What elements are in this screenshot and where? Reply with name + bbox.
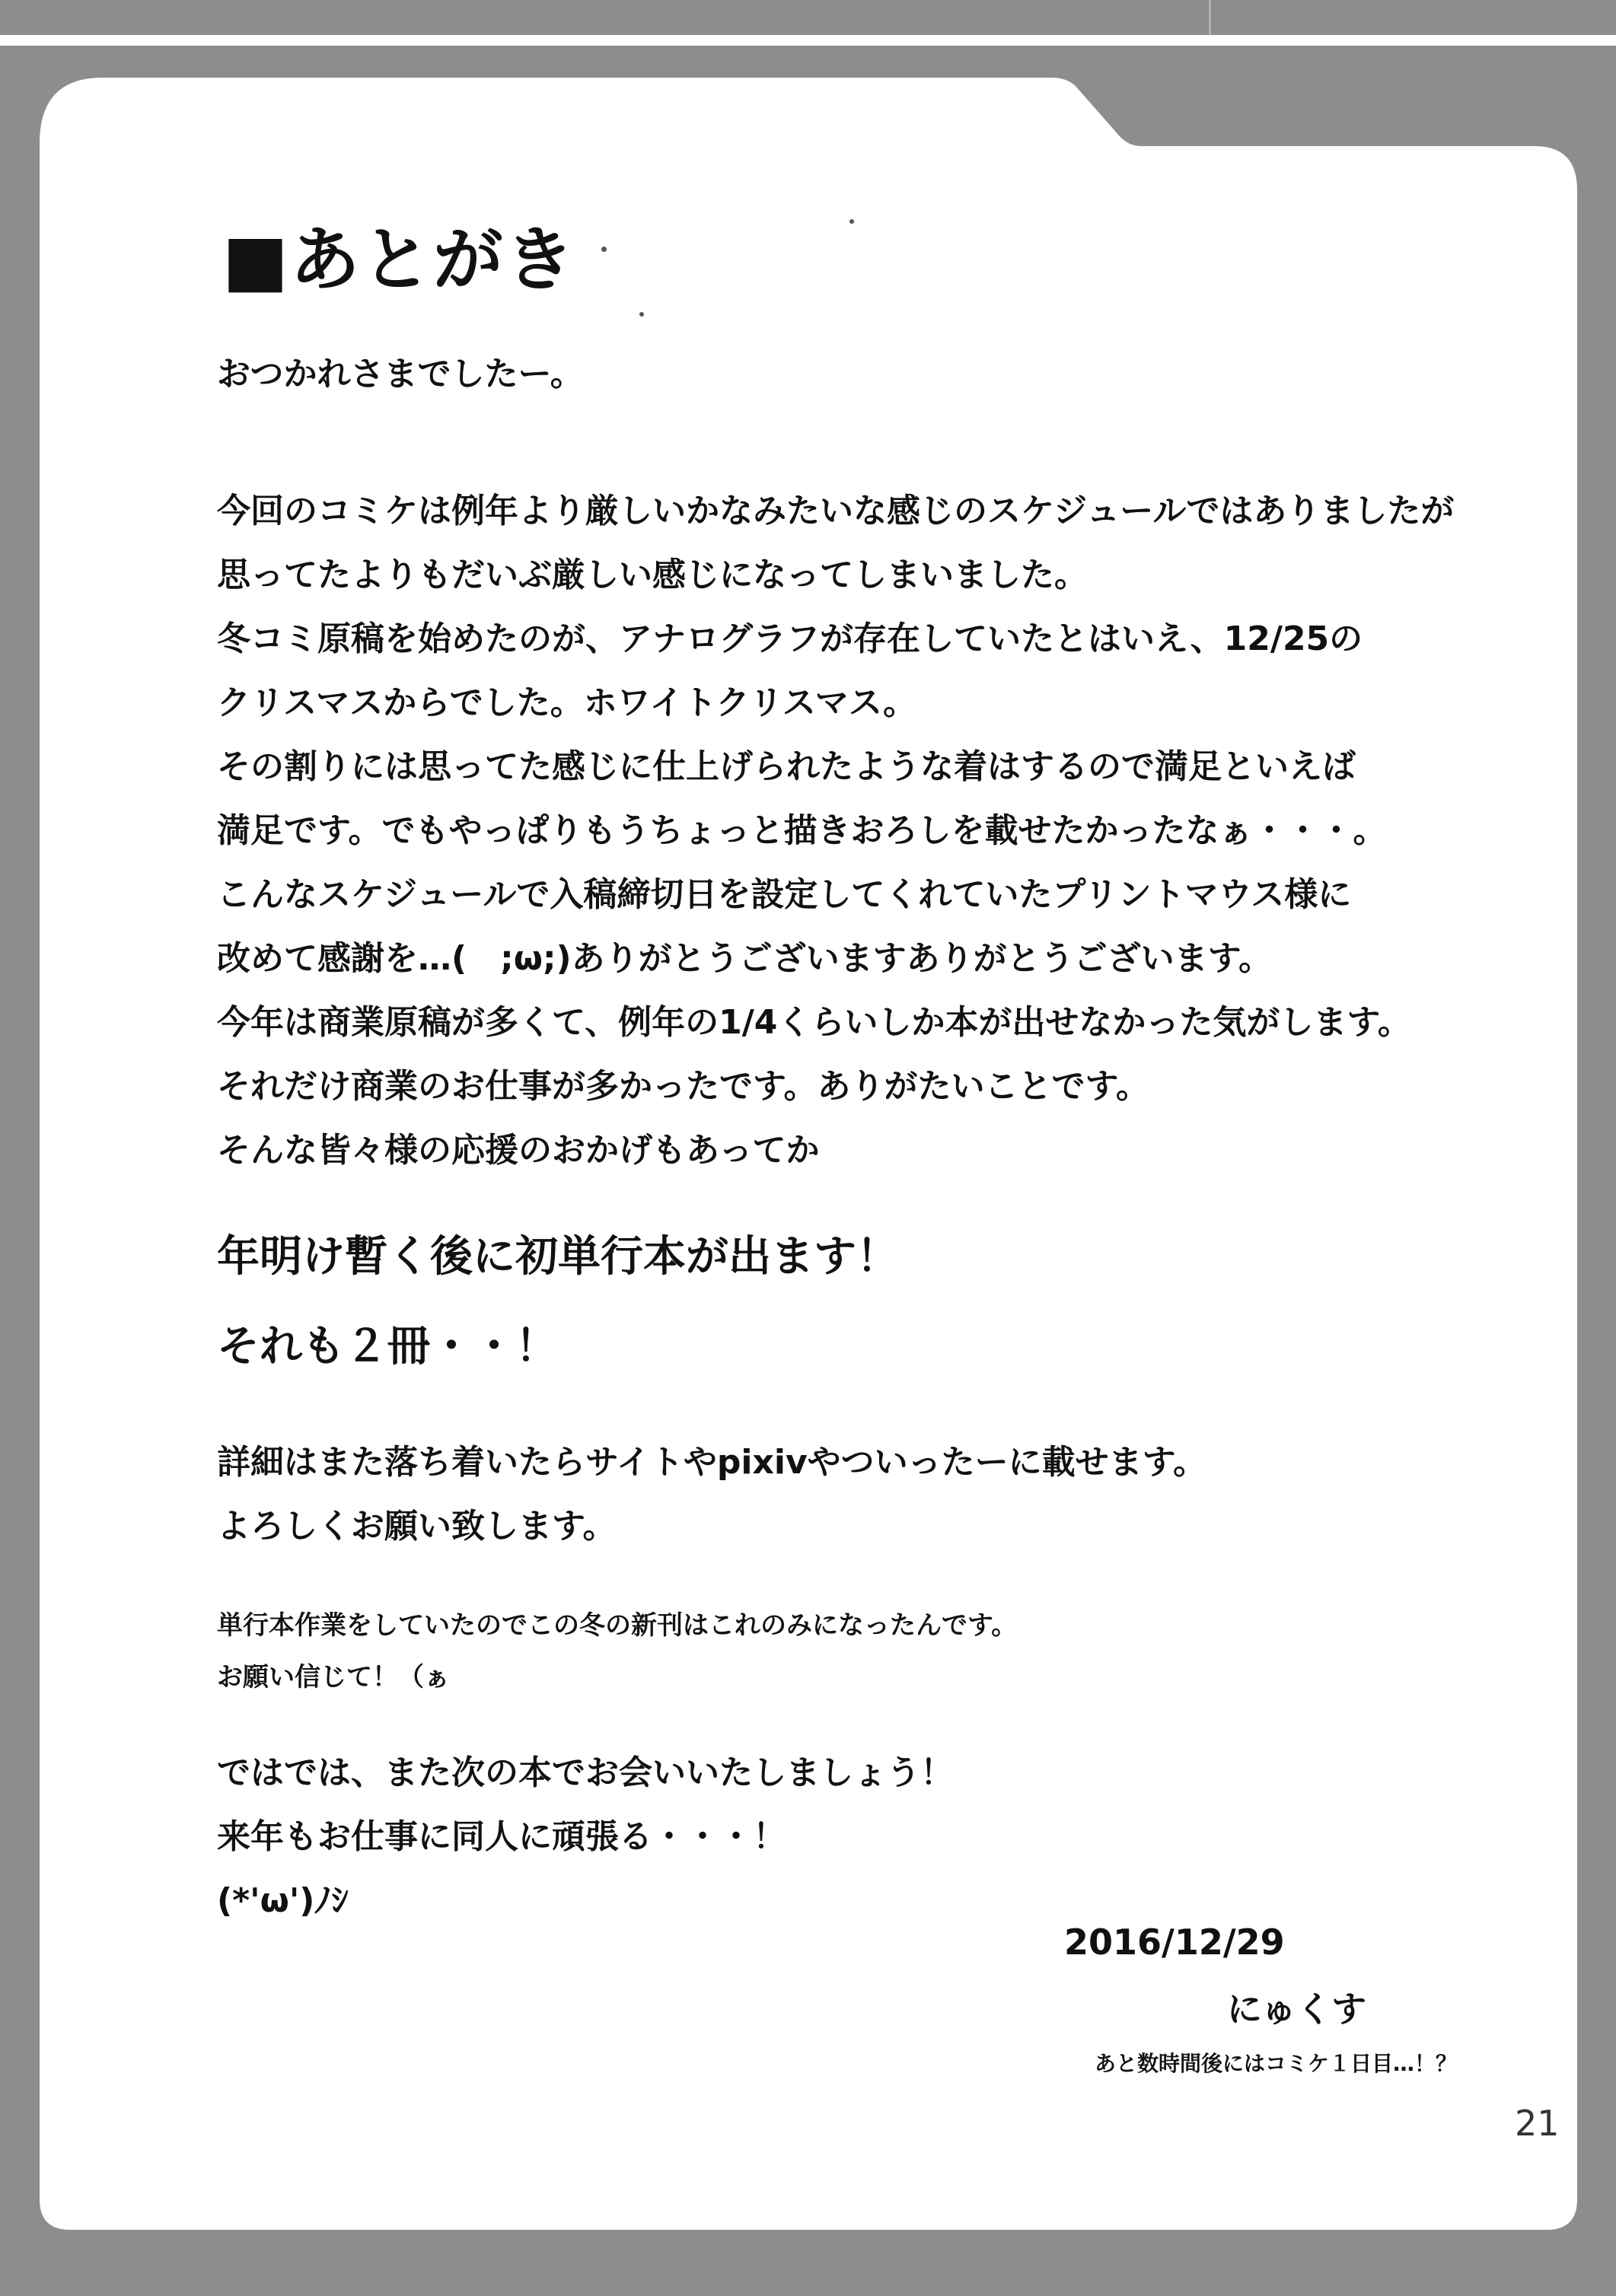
text-line: お願い信じて！（ぁ [217, 1662, 450, 1693]
text-line: 満足です。でもやっぱりもうちょっと描きおろしを載せたかったなぁ・・・。 [217, 811, 1387, 850]
text-line: ではでは、また次の本でお会いいたしましょう！ [217, 1753, 954, 1792]
text-line: それだけ商業のお仕事が多かったです。ありがたいことです。 [217, 1067, 1149, 1106]
small-note-paragraph [217, 1600, 1017, 1703]
page-title: ■あとがき [222, 219, 576, 301]
text-line: よろしくお願い致します。 [217, 1507, 617, 1546]
text-line: 改めて感謝を…( ;ω;)ありがとうございますありがとうございます。 [217, 939, 1273, 978]
text-line: 冬コミ原稿を始めたのが、アナログラフが存在していたとはいえ、12/25の [217, 619, 1363, 658]
text-line: 詳細はまた落ち着いたらサイトやpixivやついったーに載せます。 [217, 1443, 1207, 1482]
text-line: こんなスケジュールで入稿締切日を設定してくれていたプリントマウス様に [217, 875, 1352, 914]
schedule-paragraph [217, 479, 1454, 991]
page-number: 21 [1515, 2103, 1560, 2144]
text-line: 単行本作業をしていたのでこの冬の新刊はこれのみになったんです。 [217, 1610, 1018, 1641]
signature-author: にゅくす [1227, 1989, 1367, 2030]
text-line: そんな皆々様の応援のおかげもあってか [217, 1131, 820, 1170]
details-paragraph [217, 1431, 1206, 1559]
text-line: その割りには思ってた感じに仕上げられたような着はするので満足といえば [217, 747, 1356, 786]
text-line: 今回のコミケは例年より厳しいかなみたいな感じのスケジュールではありましたが [217, 492, 1455, 530]
text-line: (*'ω')ﾉｼ [217, 1881, 349, 1920]
speck [639, 312, 644, 317]
greeting-paragraph [217, 342, 584, 406]
text-line: 今年は商業原稿が多くて、例年の1/4くらいしか本が出せなかった気がします。 [217, 1003, 1411, 1042]
closing-paragraph [217, 1741, 954, 1933]
announcement-headline [217, 1212, 899, 1392]
text-line: クリスマスからでした。ホワイトクリスマス。 [217, 683, 917, 722]
speck [601, 247, 607, 252]
headline-line: 年明け暫く後に初単行本が出ます！ [217, 1232, 899, 1282]
text-line: 思ってたよりもだいぶ厳しい感じになってしまいました。 [217, 556, 1088, 594]
headline-line: それも２冊・・！ [217, 1322, 558, 1371]
text-line: おつかれさまでしたー。 [217, 355, 584, 393]
work-paragraph [217, 991, 1411, 1183]
speck [849, 219, 854, 224]
signature-date: 2016/12/29 [1064, 1922, 1285, 1963]
text-line: 来年もお仕事に同人に頑張る・・・！ [217, 1817, 786, 1856]
signature-note: あと数時間後にはコミケ１日目…！？ [1095, 2051, 1458, 2076]
